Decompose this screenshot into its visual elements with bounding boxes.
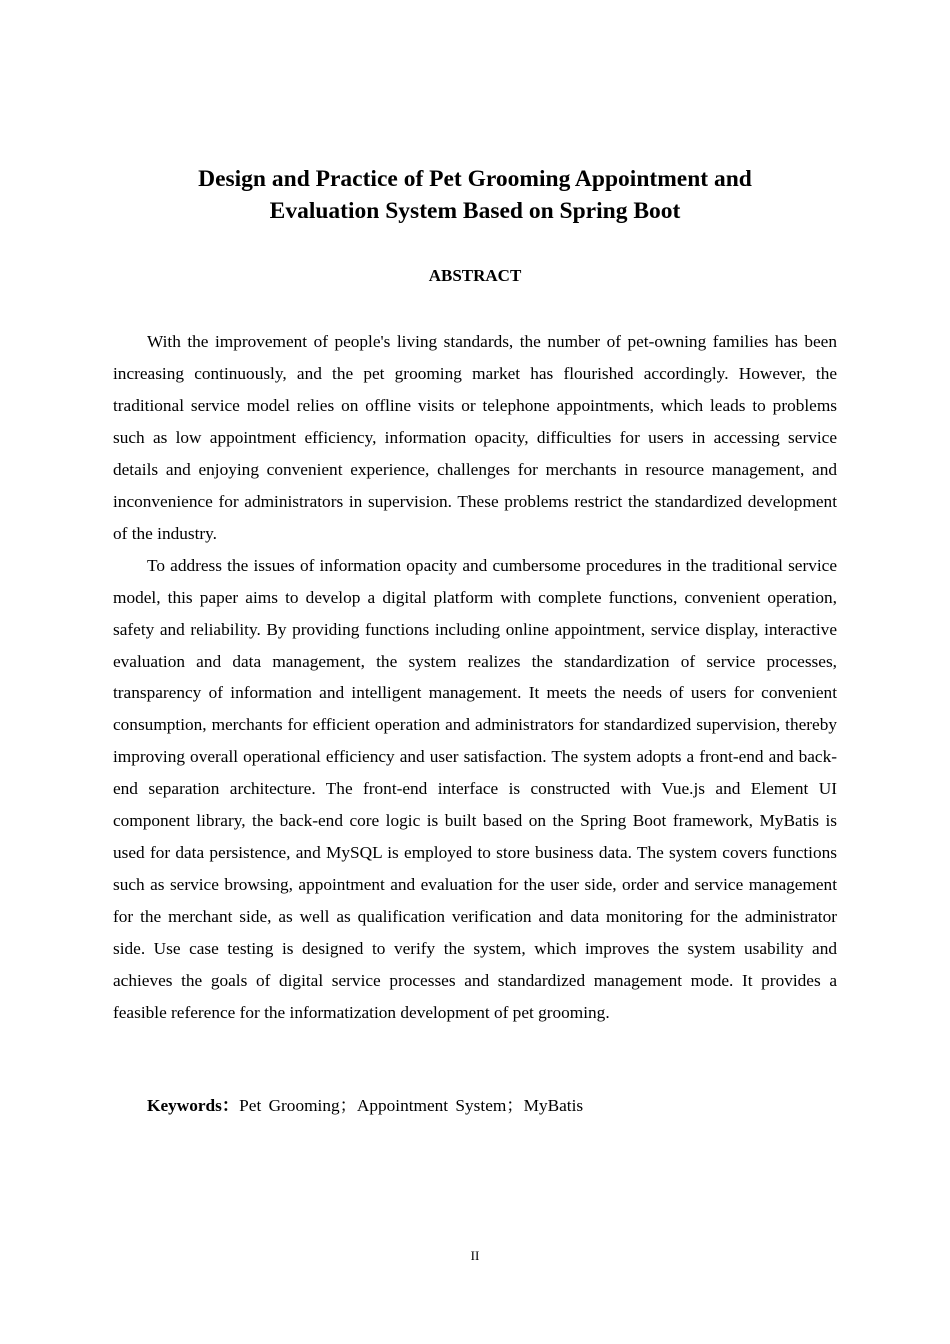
abstract-body	[113, 326, 837, 1029]
keywords-line	[147, 1092, 583, 1120]
abstract-paragraph-1: With the improvement of people's living standards, the number of pet-owning families has been increasing continuously, and the pet grooming market has flourished accordingly. However, the traditional service model relies on offline visits or telephone appointments, which leads to problems such as low appointment efficiency, information opacity, difficulties for users in accessing service details and enjoying convenient experience, challenges for merchants in resource management, and inconvenience for administrators in supervision. These problems restrict the standardized development of the industry.	[113, 332, 837, 543]
keywords-label: Keywords：	[147, 1096, 240, 1115]
paper-title-line-1: Design and Practice of Pet Grooming Appointment and	[198, 166, 752, 192]
abstract-heading: ABSTRACT	[428, 266, 522, 285]
keywords-list: Pet Grooming；Appointment System；MyBatis	[239, 1096, 584, 1115]
paper-title-line-2: Evaluation System Based on Spring Boot	[269, 198, 681, 224]
page-number: II	[470, 1248, 480, 1263]
paper-title	[113, 163, 837, 227]
abstract-paragraph-2: To address the issues of information opacity and cumbersome procedures in the traditional service model, this paper aims to develop a digital platform with complete functions, convenient operation, safety and reliability. By providing functions including online appointment, service display, interactive evaluation and data management, the system realizes the standardization of service processes, transparency of information and intelligent management. It meets the needs of users for convenient consumption, merchants for efficient operation and administrators for standardized supervision, thereby improving overall operational efficiency and user satisfaction. The system adopts a front-end and back-end separation architecture. The front-end interface is constructed with Vue.js and Element UI component library, the back-end core logic is built based on the Spring Boot framework, MyBatis is used for data persistence, and MySQL is employed to store business data. The system covers functions such as service browsing, appointment and evaluation for the user side, order and service management for the merchant side, as well as qualification verification and data monitoring for the administrator side. Use case testing is designed to verify the system, which improves the system usability and achieves the goals of digital service processes and standardized management mode. It provides a feasible reference for the informatization development of pet grooming.	[113, 555, 837, 1023]
